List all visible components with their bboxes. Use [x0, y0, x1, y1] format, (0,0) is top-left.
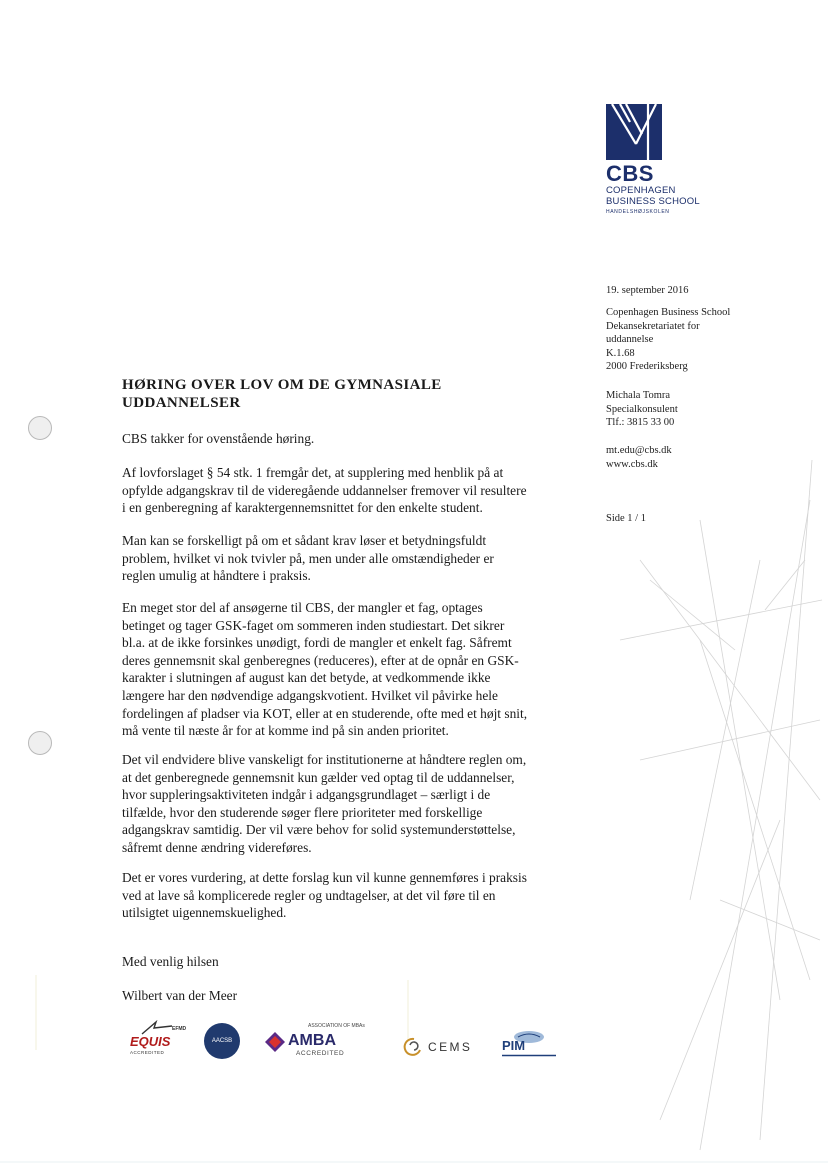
- sender-address: [606, 306, 730, 374]
- address-line: Copenhagen Business School: [606, 307, 731, 318]
- cbs-logo-icon: [606, 104, 662, 160]
- text-line: bl.a. at de ikke forsinkes unødigt, fordi de mangler et enkelt fag. Såfremt: [122, 635, 512, 651]
- text-line: fordelingen af pladser via KOT, eller at en studerende, ofte med et højt snit,: [122, 705, 528, 721]
- cems-logo: CEMS: [428, 1040, 473, 1054]
- text-line: betinget og tager GSK-faget om sommeren inden studiestart. Det sikrer: [122, 617, 505, 633]
- amba-accredited: ACCREDITED: [296, 1050, 345, 1057]
- aacsb-logo: AACSB: [204, 1023, 240, 1059]
- contact-name: Michala Tomra: [606, 390, 671, 401]
- text-line: at det genberegnede gennemsnit kun gælder ved optag til de uddannelser,: [122, 769, 515, 785]
- logo-tagline: HANDELSHØJSKOLEN: [606, 209, 670, 215]
- efmd-label: EFMD: [172, 1026, 187, 1032]
- contact-phone: Tlf.: 3815 33 00: [606, 417, 675, 428]
- text-line: reglen umulig at håndtere i praksis.: [122, 568, 311, 584]
- text-line: i en genberegning af karaktergennemsnittet for den enkelte student.: [122, 500, 483, 516]
- amba-diamond-icon: [264, 1031, 286, 1053]
- amba-logo: AMBA: [288, 1032, 336, 1049]
- text-line: utilsigtet uigennemskuelighed.: [122, 905, 287, 921]
- paragraph-3: [122, 532, 574, 585]
- text-line: adgangskrav samtidig. Der vil være behov for solid systemunderstøttelse,: [122, 822, 516, 838]
- title-line: HØRING OVER LOV OM DE GYMNASIALE: [122, 377, 442, 393]
- sender-web: [606, 444, 672, 471]
- paragraph-2: [122, 464, 574, 517]
- text-line: må vente til næste år for at komme ind på sin anden prioritet.: [122, 723, 449, 739]
- pim-underline: [502, 1054, 556, 1057]
- address-line: uddannelse: [606, 334, 654, 345]
- logo-line1: COPENHAGEN: [606, 185, 676, 196]
- paragraph-6: [122, 869, 574, 922]
- text-line: tilfælde, hvor den studerende søger flere prioriteter med forskellige: [122, 804, 483, 820]
- sender-contact: [606, 389, 678, 430]
- greeting: Med venlig hilsen: [122, 954, 219, 969]
- letter-title: [122, 376, 442, 412]
- text-line: karakter i slutningen af august kan det betyde, at vedkommende ikke: [122, 670, 491, 686]
- address-line: 2000 Frederiksberg: [606, 361, 688, 372]
- text-line: ved at lave så komplicerede regler og undtagelser, at det vil føre til en: [122, 887, 496, 903]
- logo-cbs: CBS: [606, 161, 654, 186]
- cbs-logo-mark: [606, 104, 662, 160]
- text-line: Det vil endvidere blive vanskeligt for institutionerne at håndtere reglen om,: [122, 752, 527, 767]
- pim-logo: PIM: [502, 1038, 526, 1053]
- text-line: deres gennemsnit skal genberegnes (reduceres), efter at de opnår en GSK-: [122, 652, 519, 668]
- paragraph-5: [122, 751, 574, 857]
- equis-logo: EQUIS: [130, 1034, 171, 1049]
- contact-title: Specialkonsulent: [606, 403, 678, 415]
- text-line: såfremt denne ændring videreføres.: [122, 839, 312, 855]
- text-line: En meget stor del af ansøgerne til CBS, der mangler et fag, optages: [122, 600, 483, 615]
- text-line: Man kan se forskelligt på om et sådant krav løser et betydningsfuldt: [122, 533, 487, 548]
- amba-association: ASSOCIATION OF MBAs: [308, 1023, 365, 1029]
- equis-subtitle: ACCREDITED: [130, 1050, 165, 1055]
- text-line: Af lovforslaget § 54 stk. 1 fremgår det, at supplering med henblik på at: [122, 465, 504, 480]
- cems-swirl-icon: [400, 1036, 424, 1056]
- logo-line2: BUSINESS SCHOOL: [606, 196, 700, 207]
- letter-date: 19. september 2016: [606, 285, 689, 296]
- contact-email: mt.edu@cbs.dk: [606, 445, 672, 456]
- contact-website: www.cbs.dk: [606, 458, 658, 470]
- title-line: UDDANNELSER: [122, 395, 241, 411]
- cbs-logo-wordmark: [606, 163, 700, 216]
- address-line: K.1.68: [606, 347, 635, 359]
- text-line: problem, hvilket vi nok tvivler på, men under alle omstændigheder er: [122, 550, 494, 566]
- text-line: hvor suppleringsaktiviteten indgår i adgangsgrundlaget – særligt i de: [122, 787, 491, 803]
- text-line: længere har den nødvendige adgangskvotient. Hvilket vil påvirke hele: [122, 687, 498, 703]
- text-line: CBS takker for ovenstående høring.: [122, 431, 315, 446]
- signature: Wilbert van der Meer: [122, 988, 238, 1003]
- paragraph-1: [122, 430, 574, 448]
- page-number: Side 1 / 1: [606, 513, 646, 524]
- address-line: Dekansekretariatet for: [606, 320, 700, 332]
- text-line: opfylde adgangskrav til de videregående uddannelser fremover vil resultere: [122, 482, 527, 498]
- text-line: Det er vores vurdering, at dette forslag kun vil kunne gennemføres i praksis: [122, 870, 527, 885]
- paragraph-4: [122, 599, 574, 740]
